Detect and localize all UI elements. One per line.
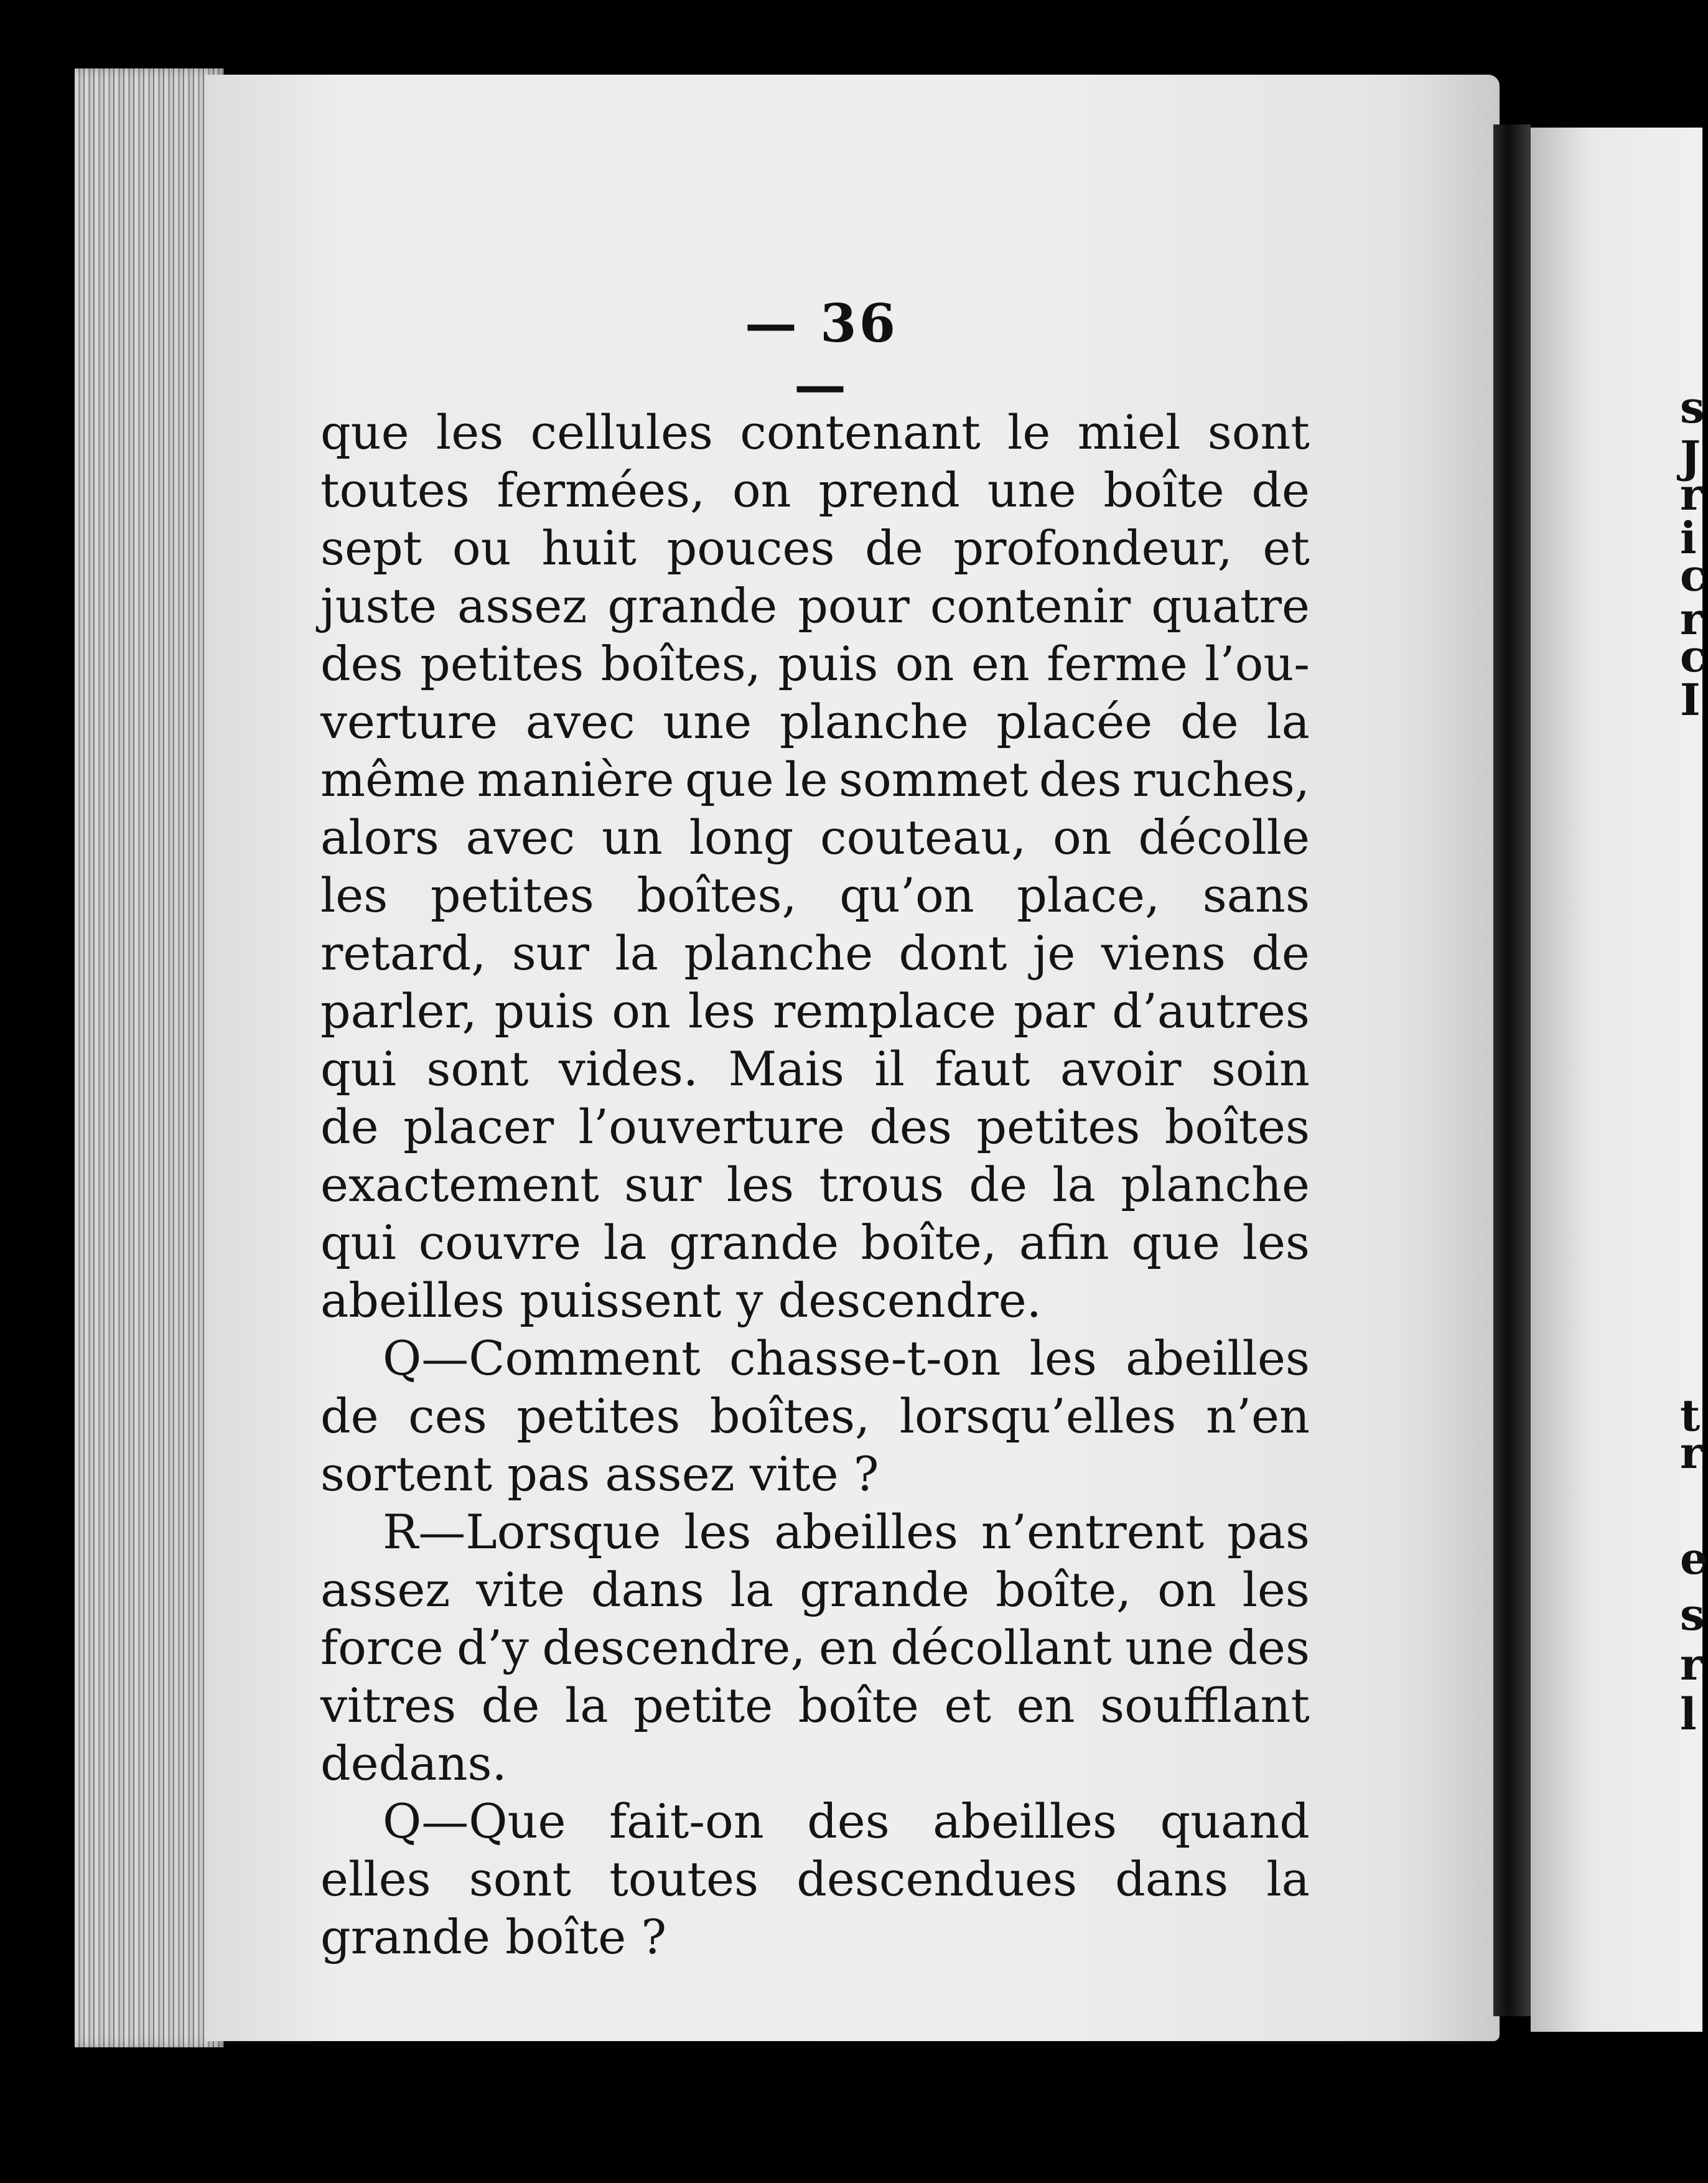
text-line [320, 1446, 1310, 1504]
text-line [320, 694, 1310, 752]
word: soufflant [1100, 1678, 1310, 1733]
word: exactement [320, 1157, 599, 1212]
text-line [320, 1504, 1310, 1562]
word: parler, [320, 983, 477, 1039]
word: de [1180, 694, 1239, 749]
word: un [601, 810, 663, 865]
word: sur [624, 1157, 702, 1212]
word: puis [778, 636, 879, 691]
word: verture [320, 694, 498, 749]
word: avoir [1060, 1041, 1182, 1096]
facing-page-letter: c [1680, 549, 1707, 601]
word: des [1038, 752, 1122, 807]
word: placée [996, 694, 1153, 749]
word: le [1007, 404, 1051, 460]
word: sur [511, 925, 589, 981]
word: boîtes [1164, 1099, 1310, 1154]
text-line [320, 810, 1310, 867]
word: boîtes, [637, 867, 797, 923]
facing-page [1531, 128, 1705, 2032]
word: je [1032, 925, 1076, 981]
word: de [1251, 462, 1310, 518]
word: la [615, 925, 658, 981]
text-line [320, 636, 1310, 694]
facing-page-letter: e [1680, 1533, 1708, 1584]
word: prend [818, 462, 960, 518]
word: les [436, 404, 504, 460]
word: planche [1121, 1157, 1310, 1212]
word: que [1131, 1215, 1220, 1270]
word: abeilles [933, 1793, 1118, 1849]
word: de [320, 1388, 379, 1444]
word: en [818, 1620, 877, 1675]
word: assez [320, 1562, 450, 1617]
word: la [603, 1215, 647, 1270]
word: de [481, 1678, 540, 1733]
word: petites [430, 867, 594, 923]
word: n’en [1205, 1388, 1310, 1444]
word: couvre [418, 1215, 582, 1270]
word: des [869, 1099, 952, 1154]
word: la [564, 1678, 609, 1733]
word: toutes [609, 1851, 759, 1907]
word: force [320, 1620, 444, 1675]
word: même [320, 752, 467, 807]
facing-page-letter: t [1680, 1390, 1701, 1441]
text-line [320, 1736, 1310, 1793]
text-line [320, 1273, 1310, 1330]
word: viens [1101, 925, 1226, 981]
word: abeilles [1126, 1330, 1310, 1386]
facing-page-letter: i [1680, 512, 1697, 564]
word: une [1125, 1620, 1214, 1675]
word: l’ou- [1205, 636, 1310, 691]
text-line-content: sortent pas assez vite ? [320, 1446, 879, 1502]
word: d’y [457, 1620, 529, 1675]
text-line [320, 1620, 1310, 1678]
text-line-content: grande boîte ? [320, 1909, 667, 1965]
word: Q—Que [383, 1793, 566, 1849]
facing-page-letter: r [1680, 1427, 1703, 1479]
body-text [320, 404, 1310, 1967]
word: de [969, 1157, 1027, 1212]
word: boîte [1103, 462, 1225, 518]
text-line [320, 578, 1310, 636]
word: des [1227, 1620, 1310, 1675]
word: contenant [740, 404, 981, 460]
facing-page-letter: r [1680, 469, 1703, 520]
word: boîtes, [709, 1388, 870, 1444]
word: soin [1211, 1041, 1310, 1096]
word: on [1052, 810, 1112, 865]
word: juste [320, 578, 437, 633]
word: assez [457, 578, 587, 633]
word: le [785, 752, 828, 807]
word: petites [420, 636, 584, 691]
text-line [320, 867, 1310, 925]
word: descendre, [542, 1620, 806, 1675]
word: on [612, 983, 671, 1039]
word: ou [452, 520, 511, 576]
word: petites [516, 1388, 681, 1444]
facing-page-letter: r [1680, 593, 1703, 645]
text-line [320, 462, 1310, 520]
word: dans [1115, 1851, 1229, 1907]
word: il [874, 1041, 905, 1096]
facing-page-letter: c [1680, 630, 1707, 682]
word: quand [1160, 1793, 1310, 1849]
word: une [987, 462, 1076, 518]
word: sommet [838, 752, 1029, 807]
word: place, [1017, 867, 1160, 923]
word: cellules [530, 404, 713, 460]
page-number: — 36 — [744, 292, 898, 416]
word: long [689, 810, 794, 865]
word: sont [1207, 404, 1310, 460]
word: les [1242, 1215, 1310, 1270]
word: miel [1077, 404, 1181, 460]
text-line [320, 925, 1310, 983]
word: alors [320, 810, 439, 865]
word: la [1266, 694, 1310, 749]
facing-page-letter: s [1680, 1589, 1705, 1640]
word: grande [607, 578, 778, 633]
word: les [1029, 1330, 1097, 1386]
word: dans [590, 1562, 704, 1617]
word: placer [403, 1099, 554, 1154]
word: par [1013, 983, 1095, 1039]
word: les [684, 1504, 752, 1559]
word: boîtes, [600, 636, 761, 691]
word: fait-on [609, 1793, 764, 1849]
word: abeilles [774, 1504, 959, 1559]
word: planche [779, 694, 969, 749]
word: puis [494, 983, 595, 1039]
text-line [320, 1851, 1310, 1909]
word: en [1016, 1678, 1075, 1733]
facing-page-letter: J [1680, 431, 1701, 483]
word: de [1251, 925, 1310, 981]
word: vides. [559, 1041, 699, 1096]
text-line [320, 1793, 1310, 1851]
word: ces [408, 1388, 487, 1444]
word: les [1242, 1562, 1310, 1617]
text-line [320, 1215, 1310, 1273]
text-line [320, 1909, 1310, 1967]
word: ruches, [1132, 752, 1310, 807]
text-line [320, 752, 1310, 810]
facing-page-fragments [1680, 0, 1708, 2183]
word: de [865, 520, 923, 576]
word: les [726, 1157, 795, 1212]
word: chasse-t-on [729, 1330, 1001, 1386]
word: avec [465, 810, 576, 865]
word: Mais [728, 1041, 844, 1096]
text-line [320, 983, 1310, 1041]
word: vite [476, 1562, 565, 1617]
word: faut [935, 1041, 1030, 1096]
facing-page-letter: r [1680, 1638, 1703, 1690]
word: des [320, 636, 403, 691]
word: pas [1227, 1504, 1310, 1559]
word: d’autres [1112, 983, 1310, 1039]
word: quatre [1151, 578, 1310, 633]
word: on [1157, 1562, 1216, 1617]
word: dont [898, 925, 1007, 981]
word: la [1052, 1157, 1096, 1212]
word: petites [976, 1099, 1141, 1154]
word: décolle [1138, 810, 1310, 865]
word: afin [1019, 1215, 1109, 1270]
word: les [320, 867, 388, 923]
word: n’entrent [981, 1504, 1205, 1559]
word: qui [320, 1215, 396, 1270]
word: avec [525, 694, 635, 749]
word: couteau, [820, 810, 1027, 865]
word: on [895, 636, 954, 691]
word: ferme [1047, 636, 1188, 691]
facing-page-letter: I [1680, 674, 1701, 726]
word: que [685, 752, 774, 807]
word: Q—Comment [383, 1330, 701, 1386]
word: sont [469, 1851, 572, 1907]
word: planche [684, 925, 874, 981]
text-line [320, 1388, 1310, 1446]
word: et [1262, 520, 1310, 576]
word: la [730, 1562, 774, 1617]
book-gutter [1493, 124, 1531, 2016]
word: descendues [796, 1851, 1077, 1907]
word: fermées, [497, 462, 706, 518]
text-line [320, 1157, 1310, 1215]
text-line [320, 1562, 1310, 1620]
word: de [320, 1099, 379, 1154]
word: en [971, 636, 1030, 691]
word: les [688, 983, 756, 1039]
facing-page-letter: l [1680, 1688, 1697, 1740]
word: manière [477, 752, 674, 807]
word: remplace [772, 983, 997, 1039]
word: petite [633, 1678, 773, 1733]
word: qu’on [839, 867, 974, 923]
word: on [732, 462, 791, 518]
text-line [320, 1330, 1310, 1388]
word: et [944, 1678, 992, 1733]
word: huit [541, 520, 637, 576]
word: pour [798, 578, 910, 633]
word: lorsqu’elles [899, 1388, 1177, 1444]
word: l’ouverture [578, 1099, 845, 1154]
word: boîte, [995, 1562, 1132, 1617]
text-line-content: abeilles puissent y descendre. [320, 1273, 1042, 1328]
word: boîte, [861, 1215, 997, 1270]
word: que [320, 404, 409, 460]
word: trous [819, 1157, 944, 1212]
text-line [320, 1678, 1310, 1736]
text-line [320, 404, 1310, 462]
word: la [1266, 1851, 1310, 1907]
word: vitres [320, 1678, 457, 1733]
word: décollant [890, 1620, 1112, 1675]
page-edges-stack [75, 68, 224, 2047]
word: R—Lorsque [383, 1504, 661, 1559]
word: une [663, 694, 752, 749]
word: contenir [930, 578, 1131, 633]
word: qui [320, 1041, 396, 1096]
word: retard, [320, 925, 487, 981]
text-line [320, 1099, 1310, 1157]
text-line [320, 1041, 1310, 1099]
facing-page-letter: s [1680, 381, 1705, 433]
word: des [807, 1793, 890, 1849]
word: sont [426, 1041, 529, 1096]
word: elles [320, 1851, 431, 1907]
word: grande [669, 1215, 839, 1270]
word: sept [320, 520, 422, 576]
word: sans [1202, 867, 1310, 923]
word: boîte [798, 1678, 919, 1733]
word: toutes [320, 462, 470, 518]
word: pouces [666, 520, 835, 576]
text-line-content: dedans. [320, 1736, 507, 1791]
word: grande [800, 1562, 969, 1617]
text-line [320, 520, 1310, 578]
word: profondeur, [953, 520, 1233, 576]
